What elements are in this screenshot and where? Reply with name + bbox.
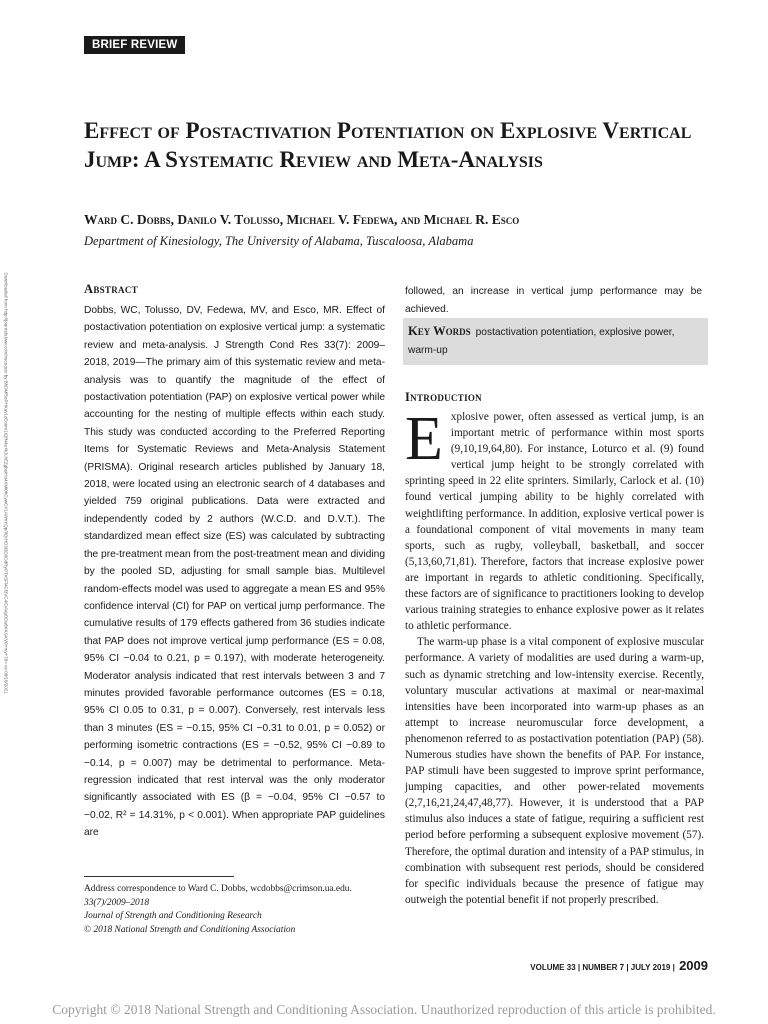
journal-name: Journal of Strength and Conditioning Research bbox=[84, 911, 262, 922]
abstract-text: Dobbs, WC, Tolusso, DV, Fedewa, MV, and Esco, MR. Effect of postactivation potentiation on explosive vertical jump: a systematic review and meta-analysis. J Strength Cond Res 33(7): 2009–2018, 2019—The primary aim of this systematic review and meta-analysis was to quantify the magnitude of the effect of postactivation potentiation (PAP) on explosive vertical power while accounting for the nesting of multiple effects within each study. This study was conducted according to the Preferred Reporting Items for Systematic Reviews and Meta-Analysis Statement (PRISMA). Original research articles published by January 18, 2018, were located using an electronic search of 4 databases and yielded 759 original publications. Data were extracted and independently coded by 2 authors (W.C.D. and D.V.T.). The standardized mean effect size (ES) was calculated by subtracting the pre-treatment mean from the post-treatment mean and dividing by the pooled SD, adjusting for small sample bias. Multilevel random-effects model was used to aggregate a mean ES and 95% confidence interval (CI) for PAP on vertical jump performance. The cumulative results of 179 effects gathered from 36 studies indicate that PAP does not improve vertical jump performance (ES = 0.08, 95% CI −0.04 to 0.21, p = 0.197), with moderate heterogeneity. Moderator analysis indicated that rest intervals between 3 and 7 minutes provided favorable performance outcomes (ES = 0.18, 95% CI 0.05 to 0.31, p = 0.007). Conversely, rest intervals less than 3 minutes (ES = −0.15, 95% CI −0.31 to 0.01, p = 0.052) or performing isometric contractions (ES = −0.52, 95% CI −0.89 to −0.14, p = 0.007) may be detrimental to performance. Meta-regression indicated that rest interval was the only moderator significantly associated with ES (β = −0.04, 95% CI −0.57 to −0.02, R² = 14.31%, p < 0.001). When appropriate PAP guidelines are bbox=[84, 305, 385, 839]
intro-paragraph-1 bbox=[405, 405, 704, 634]
copyright-watermark: Copyright © 2018 National Strength and Conditioning Association. Unauthorized reproduction of this article is prohibited. bbox=[52, 1002, 716, 1017]
intro-paragraph-2: The warm-up phase is a vital component of explosive muscular performance. A variety of modalities are used during a warm-up, such as dynamic stretching and low-intensity exercise. Recently, voluntary muscular activations at maximal or near-maximal intensities have been incorporated into warm-up phases as an attempt to increase neuromuscular force development, a phenomenon referred to as postactivation potentiation (PAP) (58). Numerous studies have shown the benefits of PAP. For instance, PAP stimuli have been suggested to improve sprint performance, jumping capacities, and other power-related movements (2,7,16,21,24,47,48,77). However, it is understood that a PAP stimulus also induces a state of fatigue, requiring a sufficient rest period before performing a subsequent explosive movement (57). Therefore, the optimal duration and intensity of a PAP stimulus, in combination with subsequent rest periods, should be considered for specific individuals because the presence of fatigue may outweigh the potential benefit if not properly prescribed. bbox=[405, 636, 704, 906]
introduction-body bbox=[405, 405, 704, 908]
footnote bbox=[84, 883, 389, 937]
affiliation: Department of Kinesiology, The University of Alabama, Tuscaloosa, Alabama bbox=[84, 234, 474, 248]
footnote-divider bbox=[84, 876, 234, 877]
download-side-note bbox=[2, 270, 10, 810]
page-footer bbox=[530, 958, 708, 973]
journal-copyright: © 2018 National Strength and Conditioning Association bbox=[84, 924, 296, 935]
citation-range: 33(7)/2009–2018 bbox=[84, 897, 150, 908]
author-list: Ward C. Dobbs, Danilo V. Tolusso, Michael V. Fedewa, and Michael R. Esco bbox=[84, 212, 520, 227]
drop-cap: E bbox=[405, 405, 443, 473]
abstract-heading: Abstract bbox=[84, 282, 138, 296]
abstract-continuation: followed, an increase in vertical jump performance may be achieved. bbox=[405, 286, 702, 315]
article-title: Effect of Postactivation Potentiation on Explosive Vertical Jump: A Systematic Review and Meta-Analysis bbox=[84, 118, 692, 172]
keywords-label: Key Words bbox=[408, 324, 471, 338]
keywords-box bbox=[403, 318, 708, 365]
article-type-badge: BRIEF REVIEW bbox=[84, 36, 185, 54]
page-number: 2009 bbox=[679, 958, 708, 973]
intro-paragraph-1-text: xplosive power, often assessed as vertical jump, is an important metric of performance within most sports (9,10,19,64,80). For instance, Loturco et al. (9) found vertical jump height to be strongly correlated with sprinting speed in 22 elite sprinters. Similarly, Carlock et al. (10) found vertical jumping ability to be highly correlated with weightlifting performance. In addition, explosive vertical power is a foundational component of vital movements in many team sports, such as rugby, volleyball, basketball, and soccer (5,13,60,71,81). Therefore, factors that increase explosive power are important in regards to athletic conditioning. Specifically, these factors are of significance to practitioners looking to develop various training strategies to enhance explosive power as it relates to athletic performance. bbox=[405, 411, 704, 633]
issue-info: VOLUME 33 | NUMBER 7 | JULY 2019 | bbox=[530, 963, 675, 972]
correspondence: Address correspondence to Ward C. Dobbs, wcdobbs@crimson.ua.edu. bbox=[84, 884, 352, 894]
introduction-heading: Introduction bbox=[405, 390, 482, 404]
download-side-note-text: Downloaded from http://journals.lww.com/nsca-jscr by BhDMf5ePHKav1zEoum1tQfN4a+kJLhEZgbsIHo4XMi0hCywCX1AWnYQp/IlQrHD3i3D0OdRyi7TvSFl4Cf3VC4/OAVpDDa8KKGKV0Ymy+78= on 08/18/2021 bbox=[3, 272, 9, 694]
keywords-text: postactivation potentiation, explosive power, warm-up bbox=[408, 327, 675, 356]
